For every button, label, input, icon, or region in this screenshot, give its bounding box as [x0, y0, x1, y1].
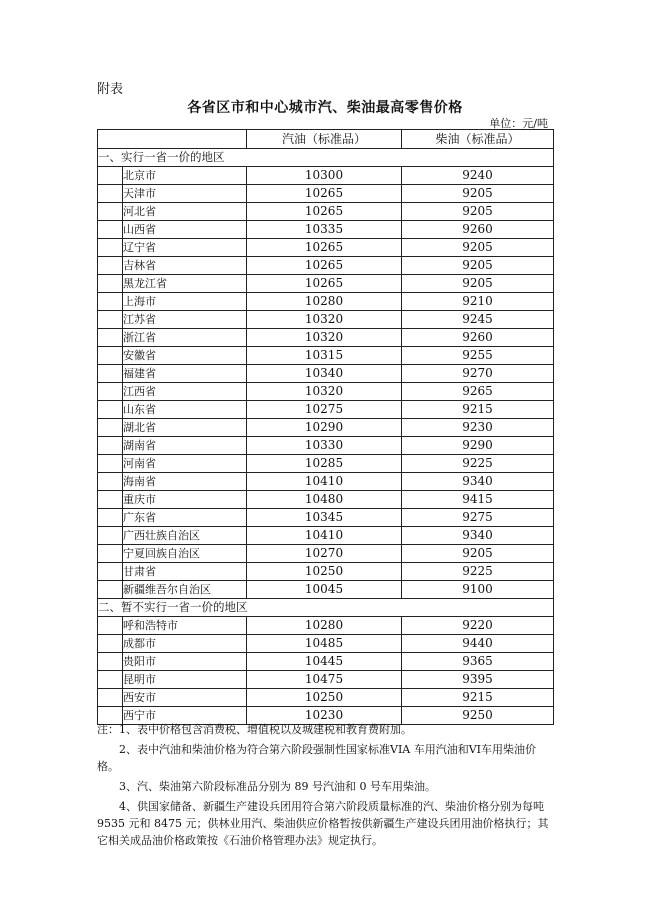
gasoline-price-cell: 10340 [247, 365, 402, 383]
indent-cell [98, 491, 123, 509]
gasoline-price-cell: 10330 [247, 437, 402, 455]
gasoline-price-cell: 10265 [247, 185, 402, 203]
table-row [98, 617, 554, 635]
section-title: 一、实行一省一价的地区 [98, 149, 554, 167]
gasoline-price-cell: 10250 [247, 563, 402, 581]
note-item: 2、表中汽油和柴油价格为符合第六阶段强制性国家标准VIA 车用汽油和VI车用柴油价格。 [97, 743, 537, 773]
city-cell: 山东省 [123, 401, 247, 419]
table-row [98, 473, 554, 491]
table-header-row [98, 130, 554, 149]
diesel-price-cell: 9205 [402, 185, 554, 203]
indent-cell [98, 653, 123, 671]
diesel-price-cell: 9210 [402, 293, 554, 311]
table-row [98, 185, 554, 203]
gasoline-price-cell: 10280 [247, 293, 402, 311]
diesel-price-cell: 9240 [402, 167, 554, 185]
gasoline-price-cell: 10270 [247, 545, 402, 563]
city-cell: 安徽省 [123, 347, 247, 365]
city-cell: 海南省 [123, 473, 247, 491]
indent-cell [98, 185, 123, 203]
table-row [98, 635, 554, 653]
city-cell: 山西省 [123, 221, 247, 239]
gasoline-price-cell: 10320 [247, 329, 402, 347]
diesel-price-cell: 9215 [402, 401, 554, 419]
city-cell: 北京市 [123, 167, 247, 185]
diesel-price-cell: 9270 [402, 365, 554, 383]
header-blank-cell [98, 130, 247, 149]
page-title: 各省区市和中心城市汽、柴油最高零售价格 [187, 100, 463, 116]
city-cell: 福建省 [123, 365, 247, 383]
table-row [98, 455, 554, 473]
indent-cell [98, 311, 123, 329]
table-row [98, 527, 554, 545]
table-body [98, 149, 554, 725]
gasoline-price-cell: 10320 [247, 383, 402, 401]
indent-cell [98, 383, 123, 401]
table-row [98, 329, 554, 347]
indent-cell [98, 671, 123, 689]
table-row [98, 239, 554, 257]
diesel-price-cell: 9250 [402, 707, 554, 725]
city-cell: 重庆市 [123, 491, 247, 509]
gasoline-price-cell: 10265 [247, 239, 402, 257]
city-cell: 西宁市 [123, 707, 247, 725]
table-row [98, 401, 554, 419]
gasoline-price-cell: 10280 [247, 617, 402, 635]
city-cell: 贵阳市 [123, 653, 247, 671]
gasoline-price-cell: 10285 [247, 455, 402, 473]
city-cell: 成都市 [123, 635, 247, 653]
gasoline-price-cell: 10230 [247, 707, 402, 725]
diesel-price-cell: 9260 [402, 329, 554, 347]
diesel-price-cell: 9205 [402, 203, 554, 221]
diesel-price-cell: 9215 [402, 689, 554, 707]
table-row [98, 509, 554, 527]
gasoline-price-cell: 10345 [247, 509, 402, 527]
diesel-price-cell: 9205 [402, 275, 554, 293]
diesel-price-cell: 9100 [402, 581, 554, 599]
section-row [98, 599, 554, 617]
gasoline-price-cell: 10250 [247, 689, 402, 707]
gasoline-price-cell: 10290 [247, 419, 402, 437]
city-cell: 新疆维吾尔自治区 [123, 581, 247, 599]
notes [97, 721, 555, 849]
diesel-price-cell: 9205 [402, 257, 554, 275]
gasoline-price-cell: 10300 [247, 167, 402, 185]
diesel-price-cell: 9340 [402, 527, 554, 545]
gasoline-price-cell: 10445 [247, 653, 402, 671]
indent-cell [98, 455, 123, 473]
gasoline-price-cell: 10265 [247, 275, 402, 293]
gasoline-price-cell: 10410 [247, 527, 402, 545]
diesel-price-cell: 9205 [402, 239, 554, 257]
city-cell: 上海市 [123, 293, 247, 311]
appendix-label: 附表 [97, 82, 124, 97]
diesel-price-cell: 9415 [402, 491, 554, 509]
city-cell: 宁夏回族自治区 [123, 545, 247, 563]
indent-cell [98, 257, 123, 275]
city-cell: 甘肃省 [123, 563, 247, 581]
indent-cell [98, 509, 123, 527]
indent-cell [98, 401, 123, 419]
city-cell: 河南省 [123, 455, 247, 473]
indent-cell [98, 581, 123, 599]
section-title: 二、暂不实行一省一价的地区 [98, 599, 554, 617]
note-item: 4、供国家储备、新疆生产建设兵团用符合第六阶段质量标准的汽、柴油价格分别为每吨 9535 元和 8475 元；供林业用汽、柴油供应价格暂按供新疆生产建设兵团用油价格执行；其它相关成品油价格政策按《石油价格管理办法》规定执行。 [97, 800, 549, 847]
indent-cell [98, 239, 123, 257]
note-item [97, 721, 555, 738]
indent-cell [98, 293, 123, 311]
city-cell: 辽宁省 [123, 239, 247, 257]
header-gasoline: 汽油（标准品） [247, 130, 402, 149]
indent-cell [98, 617, 123, 635]
indent-cell [98, 203, 123, 221]
indent-cell [98, 563, 123, 581]
gasoline-price-cell: 10045 [247, 581, 402, 599]
table-row [98, 491, 554, 509]
diesel-price-cell: 9205 [402, 545, 554, 563]
table-row [98, 437, 554, 455]
indent-cell [98, 347, 123, 365]
indent-cell [98, 545, 123, 563]
table-row [98, 581, 554, 599]
diesel-price-cell: 9225 [402, 563, 554, 581]
diesel-price-cell: 9340 [402, 473, 554, 491]
table-row [98, 671, 554, 689]
table-row [98, 689, 554, 707]
indent-cell [98, 167, 123, 185]
unit-label: 单位：元/吨 [489, 117, 548, 130]
indent-cell [98, 635, 123, 653]
gasoline-price-cell: 10410 [247, 473, 402, 491]
city-cell: 西安市 [123, 689, 247, 707]
gasoline-price-cell: 10335 [247, 221, 402, 239]
table-row [98, 203, 554, 221]
indent-cell [98, 275, 123, 293]
gasoline-price-cell: 10275 [247, 401, 402, 419]
city-cell: 天津市 [123, 185, 247, 203]
gasoline-price-cell: 10320 [247, 311, 402, 329]
table-row [98, 167, 554, 185]
indent-cell [98, 221, 123, 239]
table-row [98, 221, 554, 239]
table-row [98, 347, 554, 365]
table-row [98, 257, 554, 275]
diesel-price-cell: 9260 [402, 221, 554, 239]
price-table [97, 129, 554, 725]
diesel-price-cell: 9220 [402, 617, 554, 635]
city-cell: 河北省 [123, 203, 247, 221]
city-cell: 吉林省 [123, 257, 247, 275]
diesel-price-cell: 9255 [402, 347, 554, 365]
table-row [98, 545, 554, 563]
city-cell: 湖南省 [123, 437, 247, 455]
city-cell: 广西壮族自治区 [123, 527, 247, 545]
indent-cell [98, 473, 123, 491]
city-cell: 黑龙江省 [123, 275, 247, 293]
city-cell: 浙江省 [123, 329, 247, 347]
diesel-price-cell: 9275 [402, 509, 554, 527]
section-row [98, 149, 554, 167]
table-row [98, 293, 554, 311]
indent-cell [98, 527, 123, 545]
indent-cell [98, 365, 123, 383]
gasoline-price-cell: 10485 [247, 635, 402, 653]
indent-cell [98, 419, 123, 437]
notes-label: 注： [97, 723, 119, 736]
diesel-price-cell: 9225 [402, 455, 554, 473]
table-row [98, 653, 554, 671]
header-diesel: 柴油（标准品） [402, 130, 554, 149]
diesel-price-cell: 9265 [402, 383, 554, 401]
table-row [98, 365, 554, 383]
city-cell: 广东省 [123, 509, 247, 527]
gasoline-price-cell: 10480 [247, 491, 402, 509]
indent-cell [98, 689, 123, 707]
table-row [98, 383, 554, 401]
city-cell: 江苏省 [123, 311, 247, 329]
gasoline-price-cell: 10315 [247, 347, 402, 365]
note-text: 1、表中价格包含消费税、增值税以及城建税和教育费附加。 [119, 723, 412, 736]
table-row [98, 419, 554, 437]
table-row [98, 563, 554, 581]
diesel-price-cell: 9290 [402, 437, 554, 455]
city-cell: 湖北省 [123, 419, 247, 437]
indent-cell [98, 437, 123, 455]
city-cell: 昆明市 [123, 671, 247, 689]
city-cell: 呼和浩特市 [123, 617, 247, 635]
gasoline-price-cell: 10265 [247, 257, 402, 275]
indent-cell [98, 329, 123, 347]
diesel-price-cell: 9230 [402, 419, 554, 437]
diesel-price-cell: 9245 [402, 311, 554, 329]
city-cell: 江西省 [123, 383, 247, 401]
table-row [98, 311, 554, 329]
gasoline-price-cell: 10475 [247, 671, 402, 689]
gasoline-price-cell: 10265 [247, 203, 402, 221]
diesel-price-cell: 9395 [402, 671, 554, 689]
table-row [98, 275, 554, 293]
diesel-price-cell: 9440 [402, 635, 554, 653]
diesel-price-cell: 9365 [402, 653, 554, 671]
note-item: 3、汽、柴油第六阶段标准品分别为 89 号汽油和 0 号车用柴油。 [119, 780, 436, 793]
